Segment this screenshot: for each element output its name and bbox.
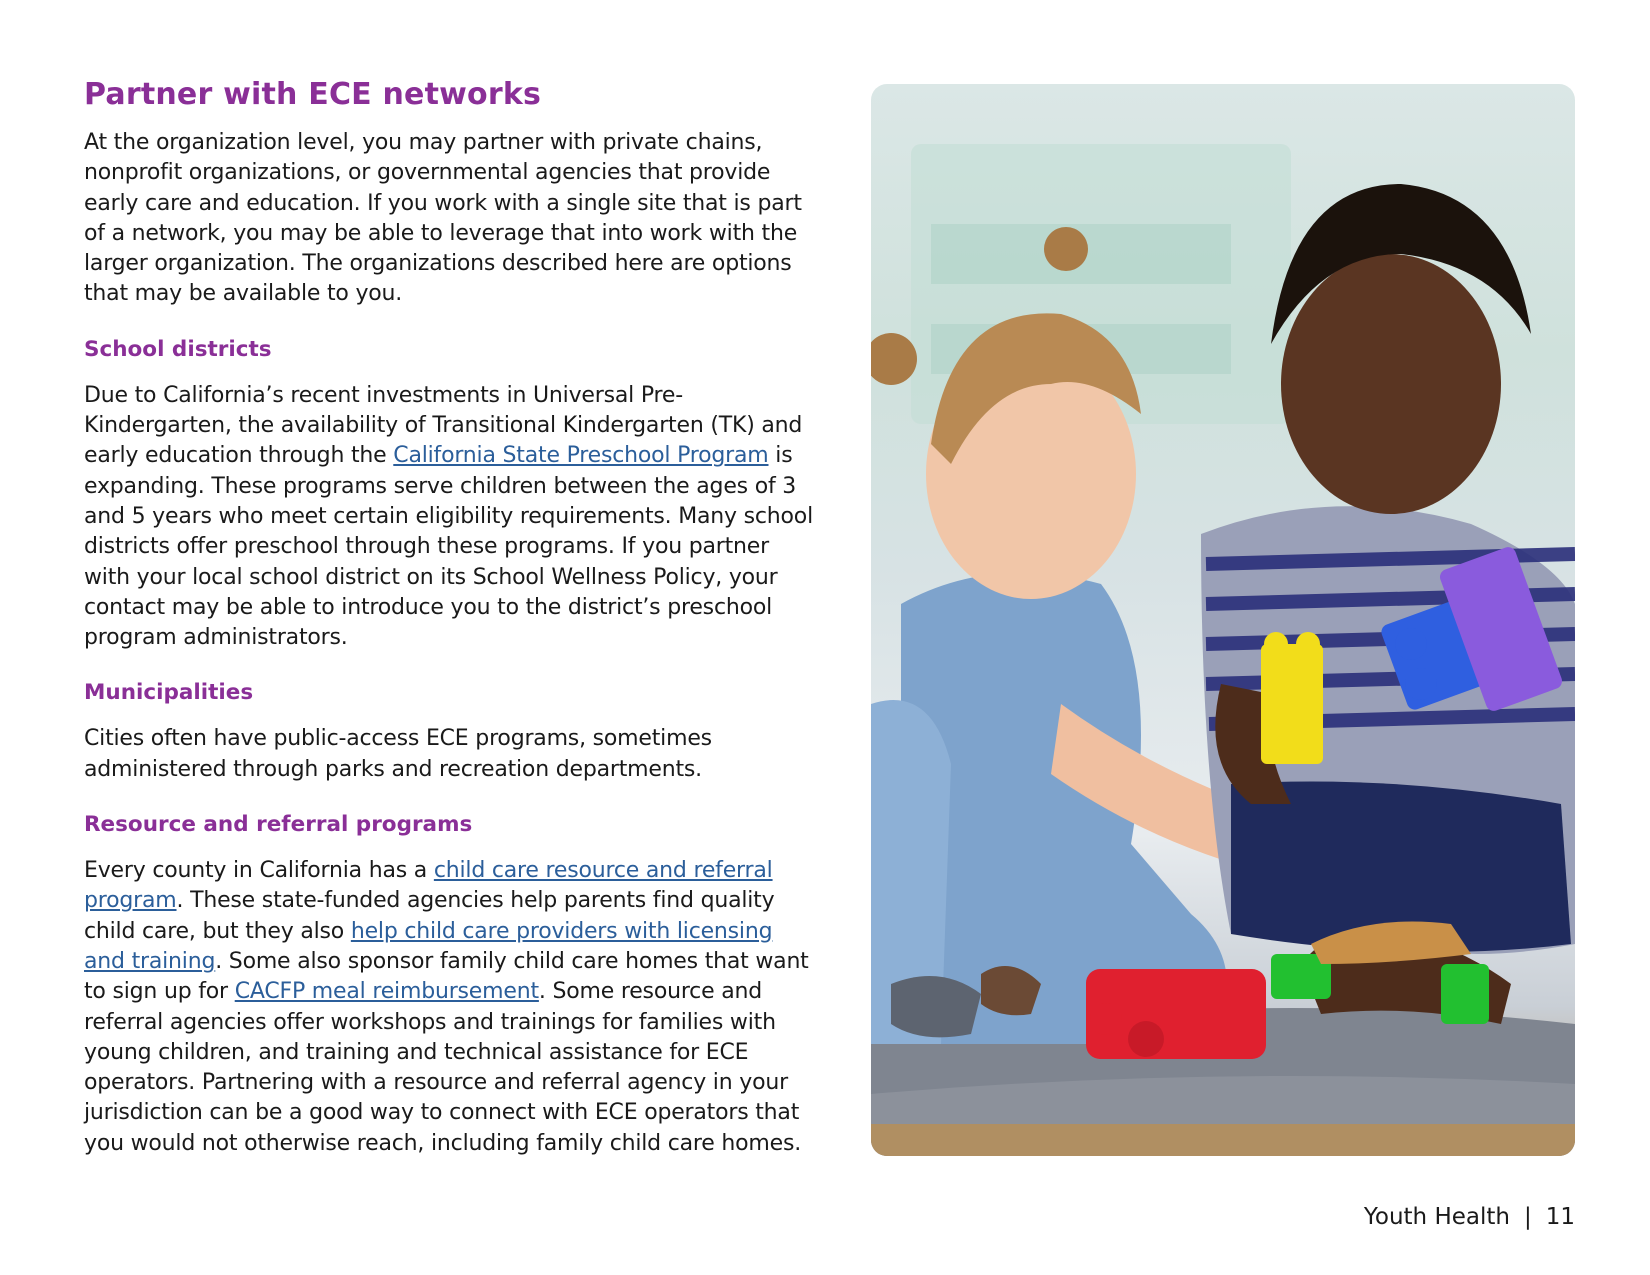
text-run: . Some also sponsor family child care homes that want to sign up for xyxy=(84,948,809,1005)
school-districts-paragraph xyxy=(84,381,814,654)
link-cacfp-meal-reimbursement[interactable]: CACFP meal reimbursement xyxy=(234,979,539,1005)
text-run: . Some resource and referral agencies offer workshops and trainings for families with young children, and training and technical assistance for ECE operators. Partnering with a resource and referral agency in your jurisdiction can be a good way to connect with ECE operators that you would not otherwise reach, including family child care homes. xyxy=(84,979,802,1156)
footer-label: Youth Health xyxy=(1363,1204,1510,1230)
page-title: Partner with ECE networks xyxy=(84,77,542,112)
text-run: is expanding. These programs serve children between the ages of 3 and 5 years who meet certain eligibility requirements. Many school districts offer preschool through these programs. If you partner with your local school district on its School Wellness Policy, your contact may be able to introduce you to the district’s preschool program administrators. xyxy=(84,443,813,651)
municipalities-paragraph: Cities often have public-access ECE programs, sometimes administered through parks and recreation departments. xyxy=(84,726,712,782)
children-playing-photo xyxy=(871,84,1575,1156)
link-help-providers-licensing-training[interactable]: help child care providers with licensing and training xyxy=(84,918,773,974)
text-run: Due to California’s recent investments in Universal Pre-Kindergarten, the availability of Transitional Kindergarten (TK) and early education through the xyxy=(84,382,803,469)
link-child-care-resource-referral-program[interactable]: child care resource and referral program xyxy=(84,858,773,914)
photo-illustration xyxy=(871,84,1575,1156)
intro-paragraph: At the organization level, you may partner with private chains, nonprofit organizations, or governmental agencies that provide early care and education. If you work with a single site that is part of a network, you may be able to leverage that into work with the larger organization. The organizations described here are options that may be available to you. xyxy=(84,130,802,307)
section-heading-resource-referral: Resource and referral programs xyxy=(84,812,473,838)
footer-separator: | xyxy=(1523,1204,1532,1230)
section-heading-municipalities: Municipalities xyxy=(84,680,254,706)
page-footer xyxy=(1364,1204,1575,1230)
page-number: 11 xyxy=(1545,1204,1575,1230)
text-run: . These state-funded agencies help parents find quality child care, but they also xyxy=(84,888,775,944)
section-heading-school-districts: School districts xyxy=(84,336,272,362)
text-run: Every county in California has a xyxy=(84,858,434,884)
text-column xyxy=(84,76,814,1184)
link-california-state-preschool-program[interactable]: California State Preschool Program xyxy=(393,443,769,469)
resource-referral-paragraph xyxy=(84,856,814,1159)
